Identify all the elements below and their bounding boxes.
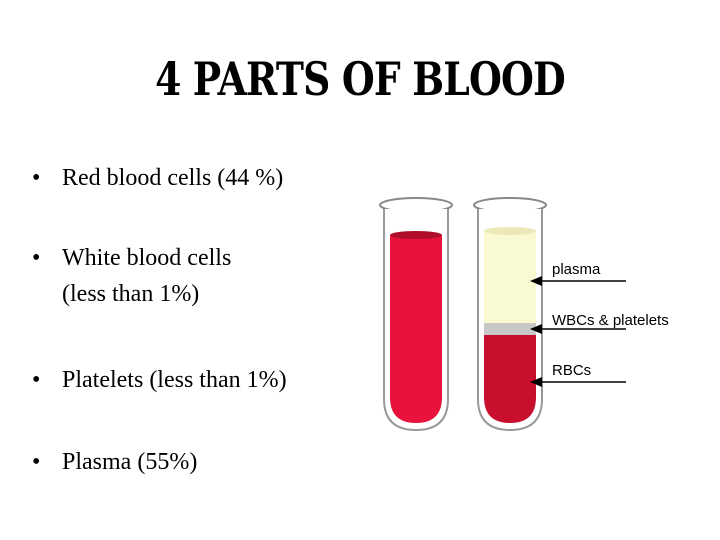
bullet-text: Platelets (less than 1%) — [62, 367, 287, 393]
buffy-coat-layer — [484, 323, 536, 335]
bullet-text-continued: (less than 1%) — [62, 281, 200, 307]
whole-blood-fill — [390, 235, 442, 423]
label-wbcs-platelets: WBCs & platelets — [552, 312, 669, 329]
bullet-white-blood-cells — [32, 240, 231, 312]
label-plasma: plasma — [552, 261, 601, 278]
plasma-layer — [484, 231, 536, 323]
rbc-layer — [484, 335, 536, 423]
separated-blood-tube — [474, 198, 546, 430]
whole-blood-surface — [390, 231, 442, 239]
bullet-text: Red blood cells (44 %) — [62, 165, 284, 191]
blood-tubes-diagram — [360, 185, 700, 440]
bullet-plasma — [32, 444, 197, 480]
label-rbcs: RBCs — [552, 362, 592, 379]
bullet-glyph: • — [32, 245, 41, 271]
bullet-platelets — [32, 362, 287, 398]
bullet-glyph: • — [32, 367, 41, 393]
bullet-text: Plasma (55%) — [62, 449, 198, 475]
bullet-glyph: • — [32, 165, 41, 191]
whole-blood-tube — [380, 198, 452, 430]
page-title: 4 PARTS OF BLOOD — [155, 52, 565, 106]
bullet-red-blood-cells — [32, 160, 283, 196]
bullet-text: White blood cells — [62, 245, 232, 271]
plasma-surface — [484, 227, 536, 235]
bullet-glyph: • — [32, 449, 41, 475]
